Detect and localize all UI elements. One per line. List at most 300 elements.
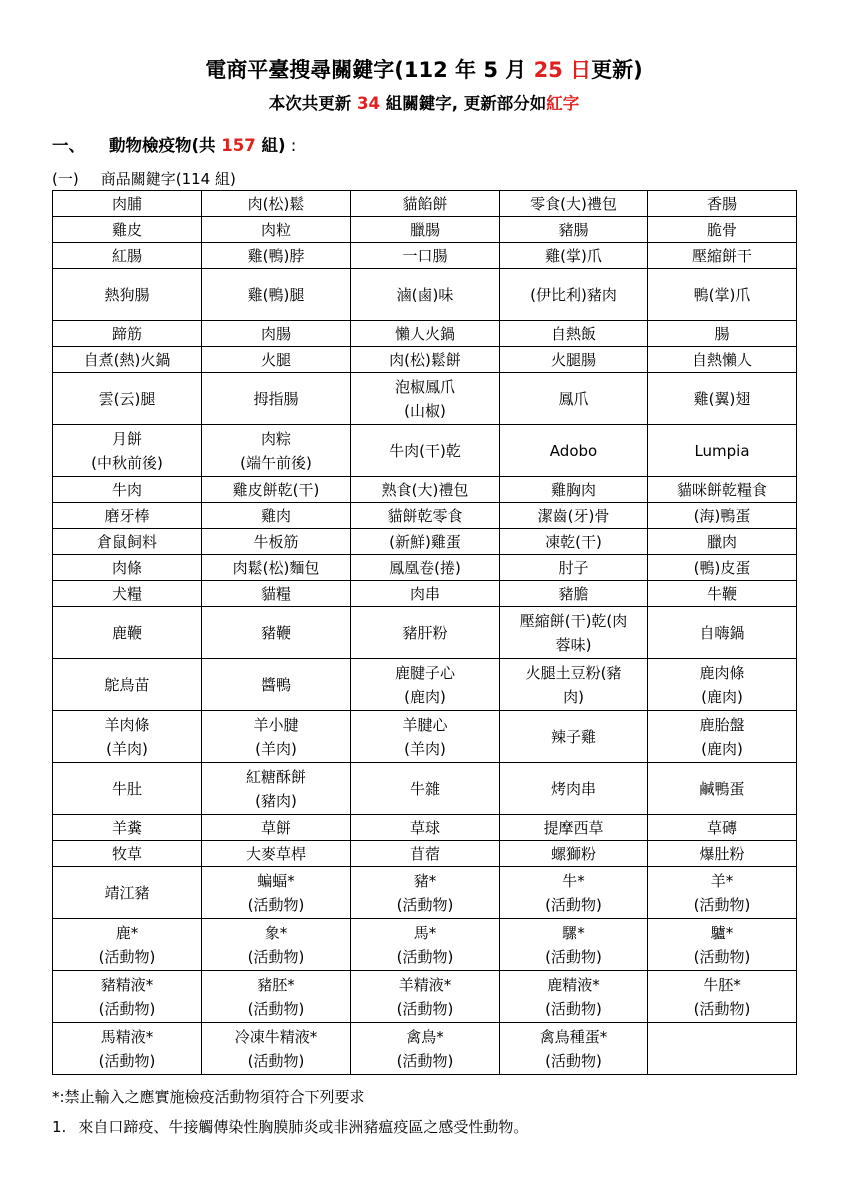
keyword-text: 自熱懶人 bbox=[691, 350, 752, 369]
table-cell bbox=[202, 919, 351, 971]
keyword-text: 草球 bbox=[409, 818, 440, 837]
table-cell bbox=[648, 191, 797, 217]
table-cell bbox=[351, 659, 500, 711]
keyword-text: 豬精液* bbox=[100, 975, 154, 994]
table-cell bbox=[648, 529, 797, 555]
keyword-text: 臘腸 bbox=[409, 220, 440, 239]
table-row bbox=[53, 659, 797, 711]
keyword-text: 凍乾(干) bbox=[545, 532, 602, 551]
keyword-text: (活動物) bbox=[545, 999, 602, 1018]
page-subtitle bbox=[0, 90, 848, 114]
table-cell bbox=[53, 763, 202, 815]
keyword-text: 肉) bbox=[563, 687, 584, 706]
keyword-text: (鴨)皮蛋 bbox=[693, 558, 751, 577]
table-cell bbox=[500, 607, 648, 659]
table-cell bbox=[53, 347, 202, 373]
table-cell bbox=[202, 711, 351, 763]
keyword-text: 鹿精液* bbox=[547, 975, 600, 994]
keyword-text: 潔齒(牙)骨 bbox=[537, 506, 610, 525]
keyword-text: (羊肉) bbox=[255, 739, 297, 758]
keyword-table bbox=[52, 190, 797, 1075]
table-cell bbox=[53, 321, 202, 347]
table-cell bbox=[500, 555, 648, 581]
table-cell bbox=[202, 243, 351, 269]
table-cell bbox=[202, 373, 351, 425]
table-cell bbox=[351, 529, 500, 555]
footnote-item-text: 來自口蹄疫、牛接觸傳染性胸膜肺炎或非洲豬瘟疫區之感受性動物。 bbox=[78, 1118, 529, 1136]
table-cell bbox=[202, 191, 351, 217]
subtitle-middle: 組關鍵字, 更新部分如 bbox=[379, 94, 547, 113]
keyword-text: 蹄筋 bbox=[111, 324, 142, 343]
table-cell bbox=[53, 919, 202, 971]
table-cell bbox=[500, 763, 648, 815]
section-label: 動物檢疫物(共 bbox=[109, 136, 222, 155]
keyword-text: 雞皮餅乾(干) bbox=[232, 480, 320, 499]
keyword-text: 磨牙棒 bbox=[104, 506, 150, 525]
table-cell bbox=[648, 269, 797, 321]
keyword-text: 香腸 bbox=[706, 194, 737, 213]
table-row bbox=[53, 321, 797, 347]
keyword-text: 雲(云)腿 bbox=[98, 389, 156, 408]
keyword-text: 肉串 bbox=[409, 584, 440, 603]
keyword-text: 肉(松)鬆 bbox=[247, 194, 305, 213]
keyword-text: 懶人火鍋 bbox=[394, 324, 455, 343]
keyword-text: 牛肉(干)乾 bbox=[389, 441, 461, 460]
table-row bbox=[53, 971, 797, 1023]
table-cell bbox=[500, 191, 648, 217]
keyword-text: (端午前後) bbox=[240, 453, 312, 472]
table-row bbox=[53, 581, 797, 607]
table-cell bbox=[53, 867, 202, 919]
keyword-text: (活動物) bbox=[545, 1051, 602, 1070]
keyword-text: (活動物) bbox=[247, 999, 305, 1018]
section-heading bbox=[52, 132, 296, 156]
keyword-text: 紅腸 bbox=[111, 246, 142, 265]
table-cell bbox=[500, 217, 648, 243]
table-row bbox=[53, 555, 797, 581]
keyword-text: 驢* bbox=[710, 923, 734, 942]
keyword-text: (中秋前後) bbox=[91, 453, 163, 472]
keyword-text: 壓縮餅(干)乾(肉 bbox=[519, 611, 628, 630]
table-row bbox=[53, 269, 797, 321]
title-prefix: 電商平臺搜尋關鍵字(112 年 5 月 bbox=[205, 58, 534, 82]
keyword-text: 肉條 bbox=[111, 558, 142, 577]
keyword-text: 牛鞭 bbox=[706, 584, 737, 603]
keyword-text: 鹿胎盤 bbox=[699, 715, 745, 734]
table-cell bbox=[648, 841, 797, 867]
table-cell bbox=[202, 581, 351, 607]
table-cell bbox=[500, 581, 648, 607]
table-cell bbox=[202, 867, 351, 919]
table-cell bbox=[53, 711, 202, 763]
table-cell bbox=[202, 555, 351, 581]
table-cell bbox=[53, 581, 202, 607]
keyword-text: (活動物) bbox=[396, 895, 454, 914]
keyword-text: 冷凍牛精液* bbox=[234, 1027, 318, 1046]
keyword-text: 羊小腱 bbox=[253, 715, 299, 734]
table-cell bbox=[351, 711, 500, 763]
keyword-text: 鹿鞭 bbox=[111, 623, 142, 642]
table-row bbox=[53, 763, 797, 815]
footnote-item-1 bbox=[52, 1116, 528, 1137]
keyword-text: 羊腱心 bbox=[402, 715, 448, 734]
table-cell bbox=[351, 425, 500, 477]
table-row bbox=[53, 841, 797, 867]
table-cell bbox=[53, 529, 202, 555]
keyword-text: (活動物) bbox=[98, 999, 156, 1018]
table-cell bbox=[53, 477, 202, 503]
table-cell bbox=[351, 867, 500, 919]
keyword-text: (活動物) bbox=[247, 895, 305, 914]
table-cell bbox=[202, 269, 351, 321]
keyword-text: 紅糖酥餅 bbox=[245, 767, 306, 786]
keyword-text: (鹿肉) bbox=[404, 687, 446, 706]
subsection-heading bbox=[52, 168, 236, 189]
keyword-text: 草磚 bbox=[706, 818, 737, 837]
subsection-number: (一) bbox=[52, 170, 79, 188]
table-row bbox=[53, 347, 797, 373]
keyword-text: 鴕鳥苗 bbox=[104, 675, 150, 694]
keyword-text: 肉脯 bbox=[111, 194, 142, 213]
keyword-text: 爆肚粉 bbox=[699, 844, 745, 863]
table-cell bbox=[53, 217, 202, 243]
title-updated-day: 25 日 bbox=[533, 58, 592, 82]
table-row bbox=[53, 867, 797, 919]
table-row bbox=[53, 919, 797, 971]
keyword-text: 腸 bbox=[714, 324, 730, 343]
table-cell bbox=[351, 841, 500, 867]
keyword-text: 肉粽 bbox=[260, 429, 291, 448]
title-suffix: 更新) bbox=[591, 58, 643, 82]
keyword-text: 靖江豬 bbox=[104, 883, 150, 902]
table-cell bbox=[202, 529, 351, 555]
section-label-end: 組) bbox=[255, 136, 286, 155]
keyword-text: 馬* bbox=[413, 923, 437, 942]
table-cell bbox=[53, 555, 202, 581]
keyword-text: 貓餡餅 bbox=[402, 194, 448, 213]
table-cell bbox=[53, 815, 202, 841]
keyword-text: 滷(鹵)味 bbox=[396, 285, 454, 304]
table-cell bbox=[500, 477, 648, 503]
table-row bbox=[53, 503, 797, 529]
table-cell bbox=[500, 919, 648, 971]
table-cell bbox=[202, 607, 351, 659]
table-cell bbox=[648, 607, 797, 659]
keyword-text: Lumpia bbox=[694, 441, 750, 460]
keyword-text: 騾* bbox=[562, 923, 585, 942]
table-cell bbox=[202, 971, 351, 1023]
keyword-text: 牛板筋 bbox=[253, 532, 299, 551]
keyword-text: 禽鳥種蛋* bbox=[539, 1027, 608, 1046]
subtitle-prefix: 本次共更新 bbox=[268, 94, 357, 113]
keyword-text: 雞胸肉 bbox=[550, 480, 596, 499]
table-row bbox=[53, 815, 797, 841]
keyword-text: 豬腸 bbox=[558, 220, 589, 239]
table-cell bbox=[648, 659, 797, 711]
keyword-text: 鹿腱子心 bbox=[394, 663, 455, 682]
table-cell bbox=[351, 971, 500, 1023]
keyword-text: 雞(翼)翅 bbox=[693, 389, 751, 408]
table-cell bbox=[202, 659, 351, 711]
table-cell bbox=[53, 373, 202, 425]
table-cell bbox=[351, 373, 500, 425]
keyword-text: 雞肉 bbox=[260, 506, 291, 525]
keyword-text: 象* bbox=[264, 923, 288, 942]
table-cell bbox=[351, 191, 500, 217]
keyword-text: (活動物) bbox=[98, 1051, 156, 1070]
table-cell bbox=[648, 711, 797, 763]
keyword-text: 羊精液* bbox=[398, 975, 452, 994]
table-cell bbox=[202, 815, 351, 841]
keyword-text: (活動物) bbox=[98, 947, 156, 966]
table-cell bbox=[202, 763, 351, 815]
table-cell bbox=[351, 503, 500, 529]
table-cell bbox=[53, 841, 202, 867]
keyword-text: (活動物) bbox=[693, 999, 751, 1018]
keyword-text: 羊肉條 bbox=[104, 715, 150, 734]
table-cell bbox=[648, 1023, 797, 1075]
keyword-text: 豬鞭 bbox=[260, 623, 291, 642]
keyword-text: 雞(鴨)脖 bbox=[247, 246, 305, 265]
keyword-text: 自煮(熱)火鍋 bbox=[83, 350, 171, 369]
table-cell bbox=[351, 269, 500, 321]
table-cell bbox=[53, 1023, 202, 1075]
keyword-text: 雞(鴨)腿 bbox=[247, 285, 305, 304]
keyword-text: 苜蓿 bbox=[409, 844, 440, 863]
keyword-text: 鹿* bbox=[115, 923, 139, 942]
keyword-text: 辣子雞 bbox=[550, 727, 596, 746]
table-row bbox=[53, 191, 797, 217]
keyword-text: 零食(大)禮包 bbox=[530, 194, 617, 213]
keyword-text: 貓餅乾零食 bbox=[387, 506, 463, 525]
keyword-text: 月餅 bbox=[111, 429, 142, 448]
keyword-text: 豬肝粉 bbox=[402, 623, 448, 642]
table-cell bbox=[500, 503, 648, 529]
table-cell bbox=[500, 841, 648, 867]
table-cell bbox=[53, 191, 202, 217]
keyword-text: 蓉味) bbox=[555, 635, 592, 654]
keyword-text: 鹹鴨蛋 bbox=[699, 779, 745, 798]
table-cell bbox=[351, 763, 500, 815]
keyword-text: (活動物) bbox=[247, 947, 305, 966]
keyword-text: 鳳爪 bbox=[558, 389, 589, 408]
table-cell bbox=[351, 217, 500, 243]
keyword-text: 鹿肉條 bbox=[699, 663, 745, 682]
keyword-text: (活動物) bbox=[545, 895, 602, 914]
keyword-text: (鹿肉) bbox=[701, 739, 743, 758]
keyword-text: 蝙蝠* bbox=[257, 871, 295, 890]
keyword-text: 牛胚* bbox=[703, 975, 741, 994]
keyword-text: (活動物) bbox=[693, 947, 751, 966]
keyword-text: 肉鬆(松)麵包 bbox=[232, 558, 320, 577]
keyword-text: 禽鳥* bbox=[406, 1027, 444, 1046]
keyword-text: 火腿土豆粉(豬 bbox=[525, 663, 622, 682]
table-cell bbox=[351, 243, 500, 269]
keyword-text: 豬胚* bbox=[257, 975, 295, 994]
keyword-text: 雞(掌)爪 bbox=[545, 246, 602, 265]
table-row bbox=[53, 373, 797, 425]
table-cell bbox=[202, 1023, 351, 1075]
keyword-text: 臘肉 bbox=[706, 532, 737, 551]
table-cell bbox=[351, 555, 500, 581]
table-cell bbox=[53, 503, 202, 529]
table-row bbox=[53, 243, 797, 269]
keyword-text: 拇指腸 bbox=[253, 389, 299, 408]
keyword-text: 草餅 bbox=[260, 818, 291, 837]
keyword-text: (伊比利)豬肉 bbox=[530, 285, 617, 304]
keyword-text: 馬精液* bbox=[100, 1027, 154, 1046]
table-cell bbox=[648, 347, 797, 373]
keyword-text: 大麥草桿 bbox=[245, 844, 306, 863]
table-cell bbox=[648, 555, 797, 581]
keyword-text: 自嗨鍋 bbox=[699, 623, 745, 642]
table-cell bbox=[351, 477, 500, 503]
keyword-text: 泡椒鳳爪 bbox=[394, 377, 455, 396]
table-cell bbox=[500, 815, 648, 841]
keyword-text: 鴨(掌)爪 bbox=[693, 285, 751, 304]
section-tail: : bbox=[285, 136, 297, 155]
keyword-text: 鳳凰卷(捲) bbox=[389, 558, 461, 577]
section-count: 157 bbox=[221, 136, 256, 155]
keyword-text: (活動物) bbox=[396, 1051, 454, 1070]
table-cell bbox=[500, 347, 648, 373]
table-cell bbox=[53, 659, 202, 711]
keyword-table-body bbox=[53, 191, 797, 1075]
table-cell bbox=[351, 581, 500, 607]
table-cell bbox=[648, 243, 797, 269]
table-cell bbox=[351, 607, 500, 659]
table-cell bbox=[500, 425, 648, 477]
keyword-text: (活動物) bbox=[247, 1051, 305, 1070]
table-cell bbox=[648, 373, 797, 425]
keyword-text: 牛肚 bbox=[111, 779, 142, 798]
table-cell bbox=[500, 867, 648, 919]
table-cell bbox=[202, 841, 351, 867]
keyword-text: (羊肉) bbox=[404, 739, 446, 758]
table-cell bbox=[202, 321, 351, 347]
keyword-text: (海)鴨蛋 bbox=[693, 506, 751, 525]
keyword-text: 貓糧 bbox=[260, 584, 291, 603]
keyword-text: 豬* bbox=[413, 871, 437, 890]
table-cell bbox=[648, 763, 797, 815]
table-cell bbox=[202, 477, 351, 503]
keyword-text: 提摩西草 bbox=[543, 818, 604, 837]
keyword-text: 火腿腸 bbox=[550, 350, 596, 369]
table-cell bbox=[500, 1023, 648, 1075]
keyword-text: 羊* bbox=[710, 871, 734, 890]
keyword-text: (活動物) bbox=[396, 947, 454, 966]
table-cell bbox=[351, 1023, 500, 1075]
table-cell bbox=[53, 243, 202, 269]
table-row bbox=[53, 529, 797, 555]
subtitle-update-count: 34 bbox=[357, 94, 380, 113]
footnote-item-number: 1. bbox=[52, 1118, 67, 1136]
table-cell bbox=[648, 815, 797, 841]
keyword-text: Adobo bbox=[549, 441, 598, 460]
keyword-text: 壓縮餅干 bbox=[691, 246, 752, 265]
table-cell bbox=[202, 217, 351, 243]
table-cell bbox=[648, 971, 797, 1023]
keyword-text: 肉腸 bbox=[260, 324, 291, 343]
table-cell bbox=[53, 607, 202, 659]
table-cell bbox=[648, 919, 797, 971]
table-cell bbox=[53, 269, 202, 321]
table-cell bbox=[53, 425, 202, 477]
table-cell bbox=[500, 711, 648, 763]
table-cell bbox=[202, 503, 351, 529]
section-number: 一、 bbox=[52, 136, 85, 155]
keyword-text: 牛雜 bbox=[409, 779, 440, 798]
table-cell bbox=[351, 919, 500, 971]
keyword-text: (活動物) bbox=[545, 947, 602, 966]
table-row bbox=[53, 425, 797, 477]
keyword-text: (豬肉) bbox=[255, 791, 297, 810]
table-cell bbox=[351, 347, 500, 373]
keyword-text: 火腿 bbox=[260, 350, 291, 369]
table-cell bbox=[500, 971, 648, 1023]
table-cell bbox=[500, 269, 648, 321]
keyword-text: 肉(松)鬆餅 bbox=[389, 350, 461, 369]
table-cell bbox=[648, 503, 797, 529]
subsection-label: 商品關鍵字(114 組) bbox=[100, 170, 236, 188]
table-cell bbox=[53, 971, 202, 1023]
keyword-text: (羊肉) bbox=[106, 739, 148, 758]
table-cell bbox=[202, 425, 351, 477]
table-cell bbox=[500, 659, 648, 711]
keyword-text: 肘子 bbox=[558, 558, 589, 577]
keyword-text: 倉鼠飼料 bbox=[96, 532, 157, 551]
keyword-text: 脆骨 bbox=[706, 220, 737, 239]
table-row bbox=[53, 607, 797, 659]
table-cell bbox=[648, 217, 797, 243]
keyword-text: 烤肉串 bbox=[550, 779, 596, 798]
keyword-text: 貓咪餅乾糧食 bbox=[676, 480, 767, 499]
table-cell bbox=[202, 347, 351, 373]
subtitle-red-text: 紅字 bbox=[546, 94, 580, 113]
keyword-text: (活動物) bbox=[693, 895, 751, 914]
keyword-text: 豬膽 bbox=[558, 584, 589, 603]
table-cell bbox=[351, 815, 500, 841]
table-row bbox=[53, 1023, 797, 1075]
page-title bbox=[0, 54, 848, 84]
table-cell bbox=[500, 321, 648, 347]
keyword-text: 羊糞 bbox=[111, 818, 142, 837]
table-cell bbox=[351, 321, 500, 347]
keyword-text: 肉粒 bbox=[260, 220, 291, 239]
keyword-text: (活動物) bbox=[396, 999, 454, 1018]
table-cell bbox=[500, 373, 648, 425]
keyword-text: 雞皮 bbox=[111, 220, 142, 239]
keyword-text: 犬糧 bbox=[111, 584, 142, 603]
keyword-text: (鹿肉) bbox=[701, 687, 743, 706]
table-cell bbox=[648, 581, 797, 607]
keyword-text: 自熱飯 bbox=[550, 324, 596, 343]
table-cell bbox=[648, 477, 797, 503]
table-row bbox=[53, 217, 797, 243]
footnote-asterisk: *:禁止輸入之應實施檢疫活動物須符合下列要求 bbox=[52, 1088, 365, 1106]
keyword-text: 醬鴨 bbox=[260, 675, 291, 694]
keyword-text: (山椒) bbox=[404, 401, 446, 420]
keyword-text: 牛肉 bbox=[111, 480, 142, 499]
keyword-text: (新鮮)雞蛋 bbox=[389, 532, 461, 551]
keyword-text: 螺獅粉 bbox=[550, 844, 596, 863]
table-cell bbox=[500, 243, 648, 269]
keyword-text: 牛* bbox=[562, 871, 585, 890]
table-cell bbox=[500, 529, 648, 555]
table-row bbox=[53, 477, 797, 503]
table-cell bbox=[648, 321, 797, 347]
keyword-text: 牧草 bbox=[111, 844, 142, 863]
